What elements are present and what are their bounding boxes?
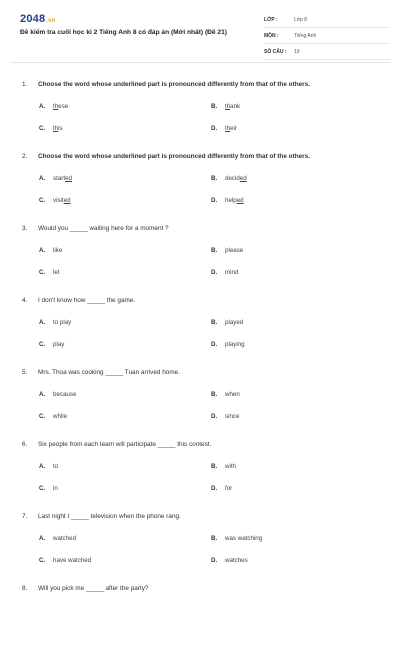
option-text: please	[225, 247, 244, 254]
option-text: when	[225, 391, 240, 398]
option-letter: D.	[211, 269, 218, 276]
option-text: start	[53, 175, 66, 182]
option-letter: B.	[211, 175, 218, 182]
question-text: I don't know how _____ the game.	[38, 297, 136, 304]
option-letter: B.	[211, 247, 218, 254]
option-letter: D.	[211, 557, 218, 564]
answer-option[interactable]	[39, 103, 68, 110]
option-letter: D.	[211, 341, 218, 348]
question-text: Would you _____ waiting here for a moment ?	[38, 225, 169, 232]
option-text: let	[53, 269, 60, 276]
underlined-part: ed	[239, 175, 247, 182]
option-text: played	[225, 319, 244, 326]
answer-option[interactable]	[39, 341, 64, 348]
logo-suffix: .vn	[46, 18, 56, 24]
underlined-part: ed	[236, 197, 244, 204]
option-text: visit	[53, 197, 64, 204]
answer-option[interactable]	[39, 485, 58, 492]
question-number: 4.	[22, 297, 28, 304]
option-letter: D.	[211, 485, 218, 492]
option-text: playing	[225, 341, 245, 348]
question-1	[0, 70, 400, 142]
answer-option[interactable]	[39, 125, 63, 132]
question-6	[0, 430, 400, 502]
option-text: was watching	[225, 535, 263, 542]
answer-option[interactable]	[39, 557, 91, 564]
question-number: 3.	[22, 225, 28, 232]
question-list	[0, 70, 400, 646]
option-text: to	[53, 463, 59, 470]
answer-option[interactable]	[211, 557, 248, 564]
answer-option[interactable]	[211, 413, 239, 420]
answer-option[interactable]	[39, 463, 58, 470]
option-letter: C.	[39, 557, 46, 564]
question-5	[0, 358, 400, 430]
question-text: Choose the word whose underlined part is pronounced differently from that of the others.	[38, 81, 310, 88]
option-text: is	[58, 125, 63, 132]
option-text: watched	[53, 535, 77, 542]
meta-row-grade	[264, 12, 390, 28]
underlined-part: th	[225, 103, 231, 110]
question-number: 2.	[22, 153, 28, 160]
option-text: while	[53, 413, 68, 420]
option-letter: A.	[39, 175, 46, 182]
option-letter: C.	[39, 125, 46, 132]
option-letter: B.	[211, 103, 218, 110]
option-letter: D.	[211, 125, 218, 132]
option-text: watches	[225, 557, 248, 564]
answer-option[interactable]	[211, 125, 237, 132]
option-letter: B.	[211, 463, 218, 470]
option-letter: A.	[39, 247, 46, 254]
option-text: with	[225, 463, 237, 470]
question-text: Will you pick me _____ after the party?	[38, 585, 149, 592]
meta-value: 19	[294, 49, 300, 55]
answer-option[interactable]	[211, 463, 236, 470]
underlined-part: ed	[65, 175, 72, 182]
answer-option[interactable]	[211, 269, 238, 276]
meta-row-question-count	[264, 44, 390, 60]
option-letter: A.	[39, 535, 46, 542]
answer-option[interactable]	[39, 391, 76, 398]
document-meta	[264, 12, 390, 60]
question-number: 7.	[22, 513, 28, 520]
option-text: ese	[58, 103, 69, 110]
meta-row-subject	[264, 28, 390, 44]
answer-option[interactable]	[39, 535, 76, 542]
document-title: Đề kiểm tra cuối học kì 2 Tiếng Anh 8 có đáp án (Mới nhất) (Đề 21)	[20, 29, 227, 36]
option-letter: C.	[39, 485, 46, 492]
question-number: 1.	[22, 81, 28, 88]
option-letter: A.	[39, 103, 46, 110]
option-text: for	[225, 485, 233, 492]
document-header	[10, 0, 390, 63]
option-letter: A.	[39, 391, 46, 398]
answer-option[interactable]	[39, 175, 72, 182]
answer-option[interactable]	[211, 535, 262, 542]
option-letter: B.	[211, 319, 218, 326]
option-letter: C.	[39, 341, 46, 348]
answer-option[interactable]	[39, 413, 67, 420]
answer-option[interactable]	[39, 319, 71, 326]
question-number: 6.	[22, 441, 28, 448]
answer-option[interactable]	[39, 247, 62, 254]
question-number: 8.	[22, 585, 28, 592]
option-text: in	[53, 485, 58, 492]
option-letter: C.	[39, 413, 46, 420]
answer-option[interactable]	[211, 175, 247, 182]
option-letter: B.	[211, 535, 218, 542]
meta-label: MÔN :	[264, 33, 279, 39]
answer-option[interactable]	[39, 269, 60, 276]
question-text: Six people from each team will participate _____ this contest.	[38, 441, 212, 448]
answer-option[interactable]	[211, 319, 243, 326]
question-text: Mrs. Thoa was cooking _____ Tuan arrived home.	[38, 369, 180, 376]
option-text: have watched	[53, 557, 92, 564]
answer-option[interactable]	[211, 197, 244, 204]
meta-label: LỚP :	[264, 17, 278, 23]
answer-option[interactable]	[39, 197, 71, 204]
option-text: help	[225, 197, 237, 204]
meta-label: SỐ CÂU :	[264, 49, 287, 55]
option-text: decid	[225, 175, 240, 182]
question-text: Last night I _____ television when the phone rang.	[38, 513, 181, 520]
option-letter: B.	[211, 391, 218, 398]
option-letter: C.	[39, 197, 46, 204]
option-letter: D.	[211, 197, 218, 204]
meta-value: Tiếng Anh	[294, 33, 317, 39]
option-text: mind	[225, 269, 239, 276]
option-text: because	[53, 391, 77, 398]
underlined-part: ed	[63, 197, 71, 204]
answer-option[interactable]	[211, 103, 240, 110]
underlined-part: th	[53, 103, 59, 110]
option-letter: A.	[39, 463, 46, 470]
question-text: Choose the word whose underlined part is pronounced differently from that of the others.	[38, 153, 310, 160]
question-2	[0, 142, 400, 214]
answer-option[interactable]	[211, 247, 243, 254]
underlined-part: th	[225, 125, 231, 132]
option-text: like	[53, 247, 63, 254]
option-text: since	[225, 413, 240, 420]
option-letter: A.	[39, 319, 46, 326]
question-4	[0, 286, 400, 358]
option-letter: D.	[211, 413, 218, 420]
question-number: 5.	[22, 369, 28, 376]
answer-option[interactable]	[211, 341, 245, 348]
site-logo[interactable]	[20, 13, 56, 25]
option-text: ank	[230, 103, 241, 110]
answer-option[interactable]	[211, 391, 240, 398]
option-text: play	[53, 341, 65, 348]
option-text: eir	[230, 125, 238, 132]
question-7	[0, 502, 400, 574]
option-text: to play	[53, 319, 72, 326]
logo-text: 2048	[20, 13, 46, 25]
question-8	[0, 574, 400, 646]
answer-option[interactable]	[211, 485, 232, 492]
meta-value: Lớp 8	[294, 17, 308, 23]
option-letter: C.	[39, 269, 46, 276]
underlined-part: th	[53, 125, 59, 132]
question-3	[0, 214, 400, 286]
